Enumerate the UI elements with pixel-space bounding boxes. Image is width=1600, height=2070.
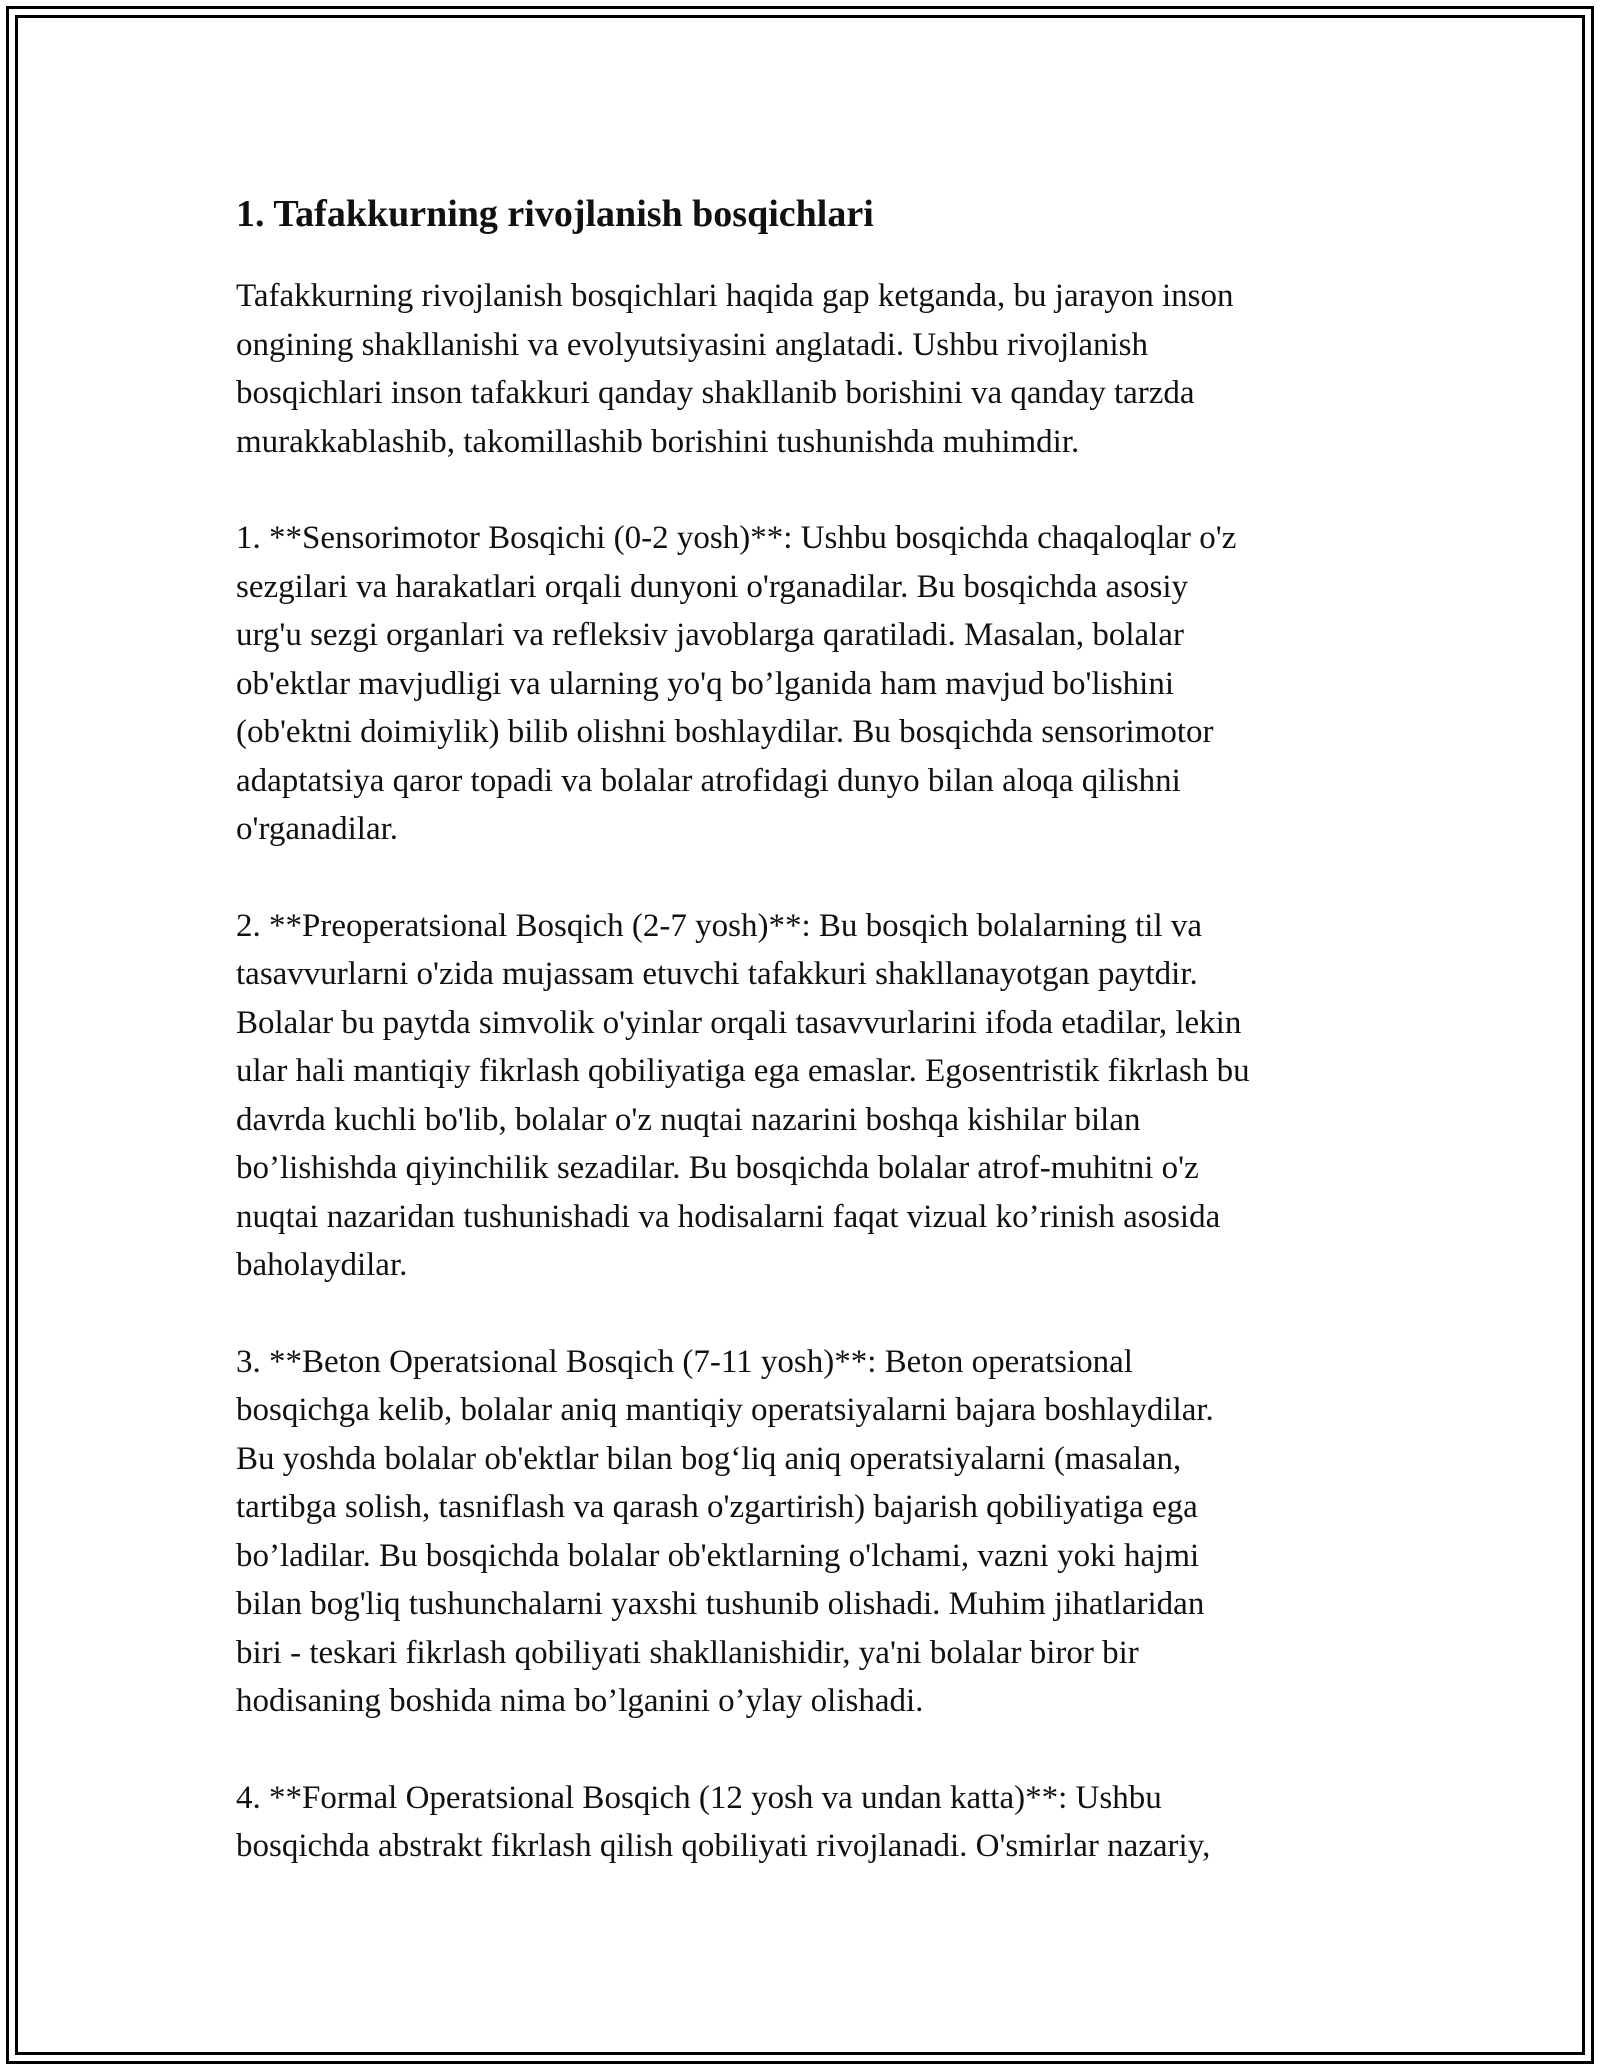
stage-2-paragraph: 2. **Preoperatsional Bosqich (2-7 yosh)**: Bu bosqich bolalarning til va tasavvurlarni o'zida mujassam etuvchi tafakkuri shakllanayotgan paytdir. Bolalar bu paytda simvolik o'yinlar orqali tasavvurlarini ifoda etadilar, lekin ular hali mantiqiy fikrlash qobiliyatiga ega emaslar. Egosentristik fikrlash bu davrda kuchli bo'lib, bolalar o'z nuqtai nazarini boshqa kishilar bilan bo’lishishda qiyinchilik sezadilar. Bu bosqichda bolalar atrof-muhitni o'z nuqtai nazaridan tushunishadi va hodisalarni faqat vizual ko’rinish asosida baholaydilar. <box>236 907 1250 1283</box>
section-heading: 1. Tafakkurning rivojlanish bosqichlari <box>236 193 874 235</box>
intro-paragraph: Tafakkurning rivojlanish bosqichlari haqida gap ketganda, bu jarayon inson ongining shakllanishi va evolyutsiyasini anglatadi. Ushbu rivojlanish bosqichlari inson tafakkuri qanday shakllanib borishini va qanday tarzda murakkablashib, takomillashib borishini tushunishda muhimdir. <box>236 278 1234 460</box>
document-body <box>236 190 1376 1919</box>
stage-1-paragraph: 1. **Sensorimotor Bosqichi (0-2 yosh)**: Ushbu bosqichda chaqaloqlar o'z sezgilari va harakatlari orqali dunyoni o'rganadilar. Bu bosqichda asosiy urg'u sezgi organlari va refleksiv javoblarga qaratiladi. Masalan, bolalar ob'ektlar mavjudligi va ularning yo'q bo’lganida ham mavjud bo'lishini (ob'ektni doimiylik) bilib olishni boshlaydilar. Bu bosqichda sensorimotor adaptatsiya qaror topadi va bolalar atrofidagi dunyo bilan aloqa qilishni o'rganadilar. <box>236 520 1237 847</box>
stage-4-paragraph: 4. **Formal Operatsional Bosqich (12 yosh va undan katta)**: Ushbu bosqichda abstrakt fikrlash qilish qobiliyati rivojlanadi. O'smirlar nazariy, <box>236 1779 1211 1864</box>
stage-3-paragraph: 3. **Beton Operatsional Bosqich (7-11 yosh)**: Beton operatsional bosqichga kelib, bolalar aniq mantiqiy operatsiyalarni bajara boshlaydilar. Bu yoshda bolalar ob'ektlar bilan bog‘liq aniq operatsiyalarni (masalan, tartibga solish, tasniflash va qarash o'zgartirish) bajarish qobiliyatiga ega bo’ladilar. Bu bosqichda bolalar ob'ektlarning o'lchami, vazni yoki hajmi bilan bog'liq tushunchalarni yaxshi tushunib olishadi. Muhim jihatlaridan biri - teskari fikrlash qobiliyati shakllanishidir, ya'ni bolalar biror bir hodisaning boshida nima bo’lganini o’ylay olishadi. <box>236 1343 1214 1719</box>
